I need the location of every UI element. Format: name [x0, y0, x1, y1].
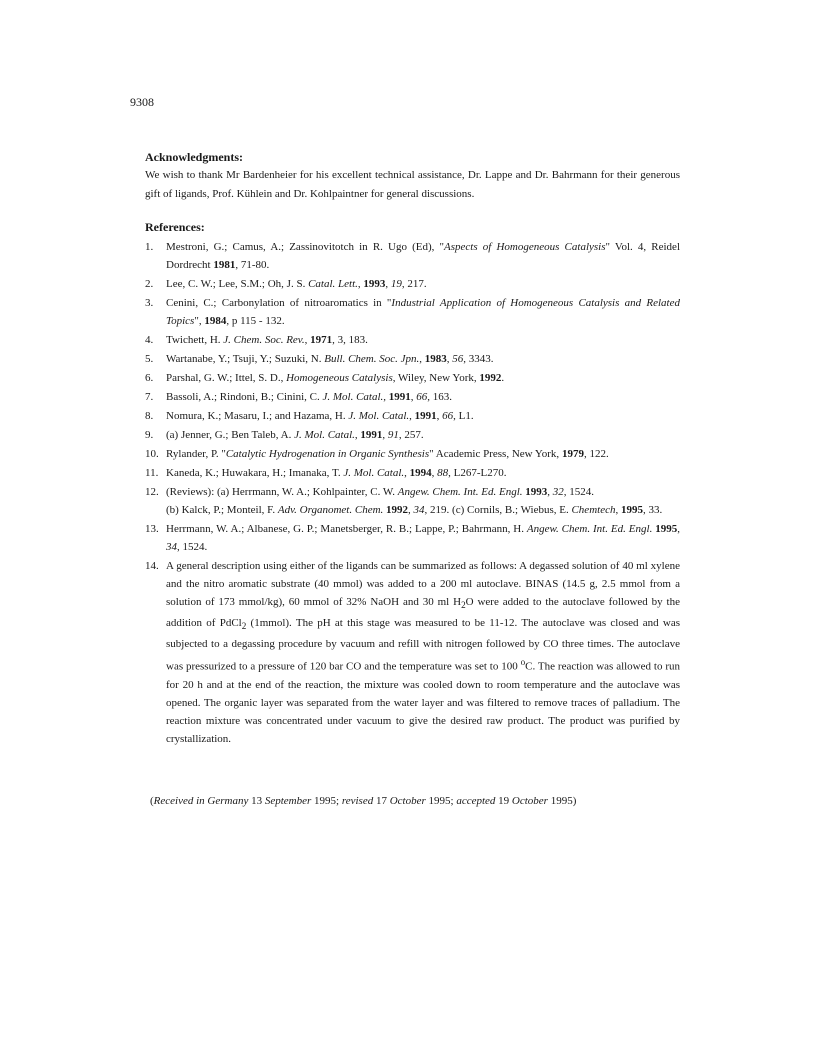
reference-item	[145, 238, 680, 274]
references-list	[145, 238, 680, 749]
reference-text: Wartanabe, Y.; Tsuji, Y.; Suzuki, N. Bull. Chem. Soc. Jpn., 1983, 56, 3343.	[166, 353, 494, 365]
reference-text: (a) Jenner, G.; Ben Taleb, A. J. Mol. Catal., 1991, 91, 257.	[166, 429, 424, 441]
reference-number: 12.	[145, 486, 159, 498]
reference-text: Bassoli, A.; Rindoni, B.; Cinini, C. J. Mol. Catal., 1991, 66, 163.	[166, 391, 453, 403]
reference-item	[145, 331, 680, 349]
reference-number: 4.	[145, 334, 154, 346]
reference-item	[145, 388, 680, 406]
references-heading: References:	[145, 220, 205, 234]
reference-item	[145, 369, 680, 387]
reference-number: 6.	[145, 372, 154, 384]
reference-number: 9.	[145, 429, 154, 441]
reference-number: 3.	[145, 297, 154, 309]
reference-item	[145, 407, 680, 425]
reference-number: 13.	[145, 523, 159, 535]
reference-text: Rylander, P. "Catalytic Hydrogenation in Organic Synthesis" Academic Press, New York, 1979, 122.	[166, 448, 609, 460]
reference-number: 5.	[145, 353, 154, 365]
reference-text: Parshal, G. W.; Ittel, S. D., Homogeneous Catalysis, Wiley, New York, 1992.	[166, 372, 505, 384]
reference-item	[145, 520, 680, 556]
reference-item	[145, 483, 680, 519]
reference-text: Nomura, K.; Masaru, I.; and Hazama, H. J. Mol. Catal., 1991, 66, L1.	[166, 410, 474, 422]
reference-item	[145, 557, 680, 748]
page-number: 9308	[130, 95, 154, 109]
reference-text: Twichett, H. J. Chem. Soc. Rev., 1971, 3, 183.	[166, 334, 368, 346]
reference-number: 8.	[145, 410, 154, 422]
reference-text: Cenini, C.; Carbonylation of nitroaromatics in "Industrial Application of Homogeneous Catalysis and Related Topics", 1984, p 115 - 132.	[166, 297, 680, 327]
reference-number: 1.	[145, 241, 154, 253]
reference-text: (Reviews): (a) Herrmann, W. A.; Kohlpainter, C. W. Angew. Chem. Int. Ed. Engl. 1993, 32, 1524. (b) Kalck, P.; Monteil, F. Adv. Organomet. Chem. 1992, 34, 219. (c) Cornils, B.; Wiebus, E. Chemtech, 1995, 33.	[166, 486, 663, 516]
reference-item	[145, 445, 680, 463]
reference-number: 10.	[145, 448, 159, 460]
reference-item	[145, 350, 680, 368]
acknowledgments-heading: Acknowledgments:	[145, 150, 243, 164]
reference-text: Lee, C. W.; Lee, S.M.; Oh, J. S. Catal. Lett., 1993, 19, 217.	[166, 278, 427, 290]
reference-number: 14.	[145, 560, 159, 572]
reference-text: Herrmann, W. A.; Albanese, G. P.; Manetsberger, R. B.; Lappe, P.; Bahrmann, H. Angew. Chem. Int. Ed. Engl. 1995, 34, 1524.	[166, 523, 680, 553]
reference-number: 11.	[145, 467, 159, 479]
reference-text: Mestroni, G.; Camus, A.; Zassinovitotch in R. Ugo (Ed), "Aspects of Homogeneous Catalysis" Vol. 4, Reidel Dordrecht 1981, 71-80.	[166, 241, 680, 271]
reference-item	[145, 464, 680, 482]
reference-item	[145, 294, 680, 330]
received-dates: (Received in Germany 13 September 1995; revised 17 October 1995; accepted 19 October 1995)	[150, 795, 577, 807]
reference-item	[145, 426, 680, 444]
reference-item	[145, 275, 680, 293]
reference-text: A general description using either of the ligands can be summarized as follows: A degassed solution of 40 ml xylene and the nitro aromatic substrate (40 mmol) was added to a 200 ml autoclave. BINAS (14.5 g, 2.5 mmol from a solution of 173 mmol/kg), 60 mmol of 32% NaOH and 30 ml $H_2O$ were added to the autoclave followed by the addition of PdCl$_2$ (1mmol). The pH at this stage was measured to be 11-12. The autoclave was closed and was subjected to a degassing procedure by vacuum and refill with nitrogen followed by CO three times. The autoclave was pressurized to a pressure of 120 bar CO and the temperature was set to 100 $^o$C. The reaction was allowed to run for 20 h and at the end of the reaction, the mixture was cooled down to room temperature and the autoclave was opened. The organic layer was separated from the water layer and was filtered to remove traces of palladium. The reaction mixture was concentrated under vacuum to give the desired raw product. The product was purified by crystallization.	[166, 560, 680, 746]
reference-number: 2.	[145, 278, 154, 290]
reference-number: 7.	[145, 391, 154, 403]
acknowledgments-body: We wish to thank Mr Bardenheier for his excellent technical assistance, Dr. Lappe and Dr. Bahrmann for their generous gift of ligands, Prof. Kühlein and Dr. Kohlpaintner for general discussions.	[145, 169, 680, 200]
reference-text: Kaneda, K.; Huwakara, H.; Imanaka, T. J. Mol. Catal., 1994, 88, L267-L270.	[166, 467, 507, 479]
